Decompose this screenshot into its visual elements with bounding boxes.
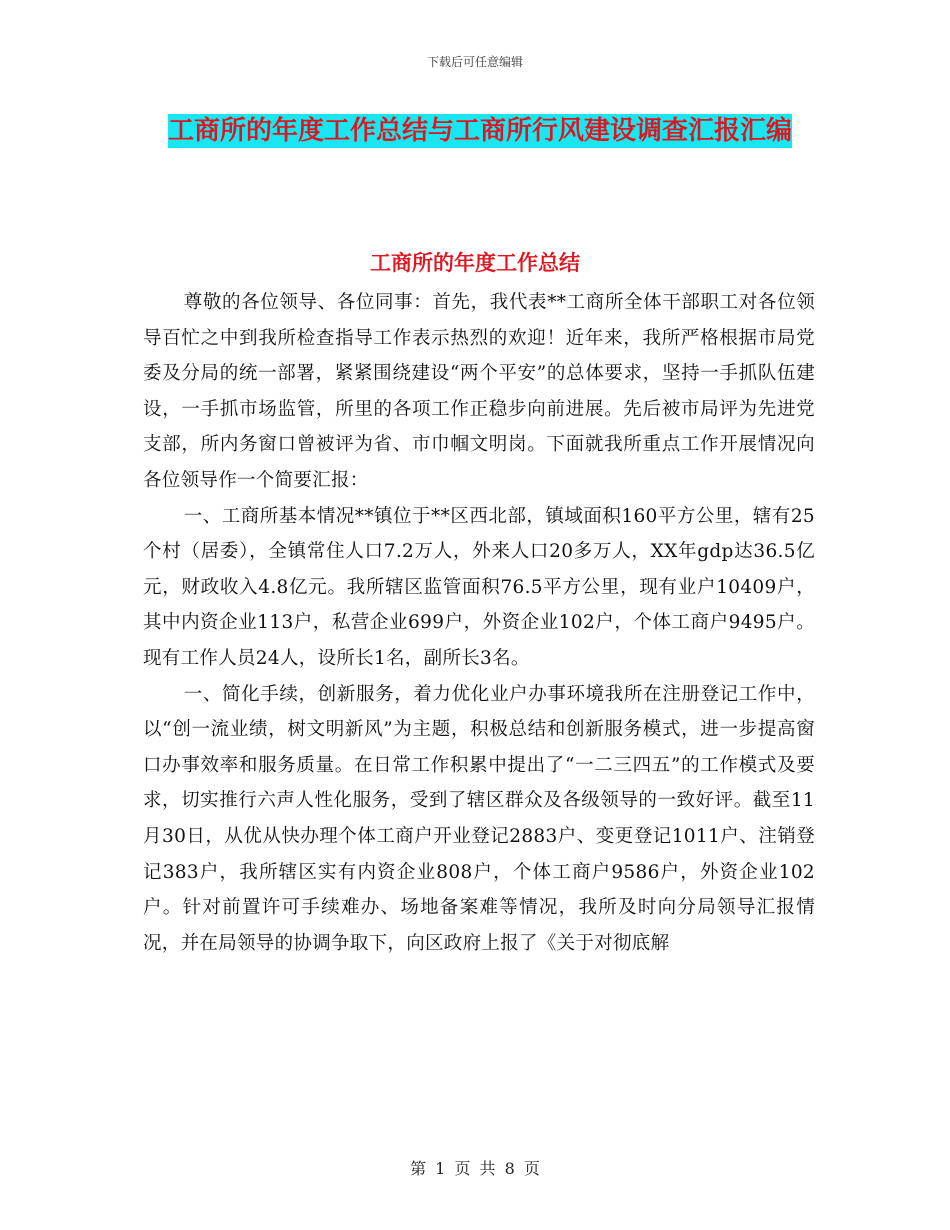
document-title <box>150 108 810 154</box>
body-text <box>143 285 815 961</box>
section-title: 工商所的年度工作总结 <box>370 251 580 275</box>
paragraph-basic-info: 一、工商所基本情况**镇位于**区西北部，镇域面积160平方公里，辖有25个村（居委），全镇常住人口7.2万人，外来人口20多万人，XX年gdp达36.5亿元，财政收入4.8亿元。我所辖区监管面积76.5平方公里，现有业户10409户，其中内资企业113户，私营企业699户，外资企业102户，个体工商户9495户。现有工作人员24人，设所长1名，副所长3名。 <box>143 505 815 669</box>
paragraph-service: 一、简化手续，创新服务，着力优化业户办事环境我所在注册登记工作中，以“创一流业绩，树文明新风”为主题，积极总结和创新服务模式，进一步提高窗口办事效率和服务质量。在日常工作积累中提出了“一二三四五”的工作模式及要求，切实推行六声人性化服务，受到了辖区群众及各级领导的一致好评。截至11月30日，从优从快办理个体工商户开业登记2883户、变更登记1011户、注销登记383户，我所辖区实有内资企业808户，个体工商户9586户，外资企业102户。针对前置许可手续难办、场地备案难等情况，我所及时向分局领导汇报情况，并在局领导的协调争取下，向区政府上报了《关于对彻底解 <box>143 683 815 954</box>
document-title-text: 工商所的年度工作总结与工商所行风建设调查汇报汇编 <box>167 116 792 146</box>
header-note: 下载后可任意编辑 <box>426 55 523 69</box>
paragraph-intro: 尊敬的各位领导、各位同事：首先，我代表**工商所全体干部职工对各位领导百忙之中到我所检查指导工作表示热烈的欢迎！近年来，我所严格根据市局党委及分局的统一部署，紧紧围绕建设“两个平安”的总体要求，坚持一手抓队伍建设，一手抓市场监管，所里的各项工作正稳步向前进展。先后被市局评为先进党支部，所内务窗口曾被评为省、市巾帼文明岗。下面就我所重点工作开展情况向各位领导作一个简要汇报： <box>143 292 815 491</box>
page-footer: 第 1 页 共 8 页 <box>410 1159 540 1178</box>
